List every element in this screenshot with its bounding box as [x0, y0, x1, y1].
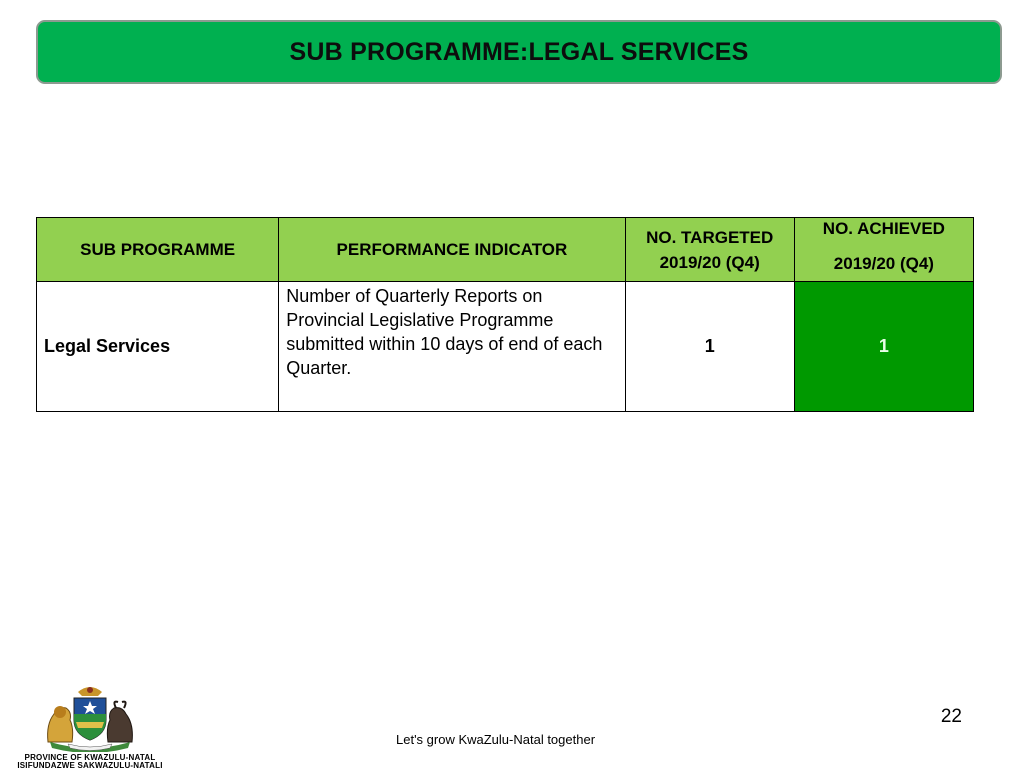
cell-targeted: 1 [625, 282, 794, 412]
logo-caption-zulu: ISIFUNDAZWE SAKWAZULU-NATALI [17, 761, 163, 770]
table-header-row [37, 218, 974, 282]
header-achieved [794, 218, 973, 282]
cell-performance-indicator: Number of Quarterly Reports on Provincial Legislative Programme submitted within 10 days of end of each Quarter. [279, 282, 625, 412]
title-banner [36, 20, 1002, 84]
performance-table [36, 217, 974, 412]
header-targeted [625, 218, 794, 282]
page-title: SUB PROGRAMME:LEGAL SERVICES [289, 37, 749, 66]
header-achieved-label: NO. ACHIEVED [822, 218, 945, 238]
header-achieved-period: 2019/20 (Q4) [833, 253, 934, 273]
page-number: 22 [940, 706, 962, 727]
logo-caption-english: PROVINCE OF KWAZULU-NATAL [24, 753, 156, 762]
header-sub-programme: SUB PROGRAMME [37, 218, 279, 282]
header-targeted-period: 2019/20 (Q4) [659, 252, 760, 272]
header-targeted-label: NO. TARGETED [646, 227, 774, 247]
coat-of-arms-icon [40, 684, 140, 752]
footer-slogan: Let's grow KwaZulu-Natal together [396, 732, 596, 747]
table-row [37, 282, 974, 412]
cell-achieved: 1 [794, 282, 973, 412]
header-performance-indicator: PERFORMANCE INDICATOR [279, 218, 625, 282]
kzn-coat-of-arms-logo [10, 684, 170, 770]
cell-sub-programme: Legal Services [37, 282, 279, 412]
